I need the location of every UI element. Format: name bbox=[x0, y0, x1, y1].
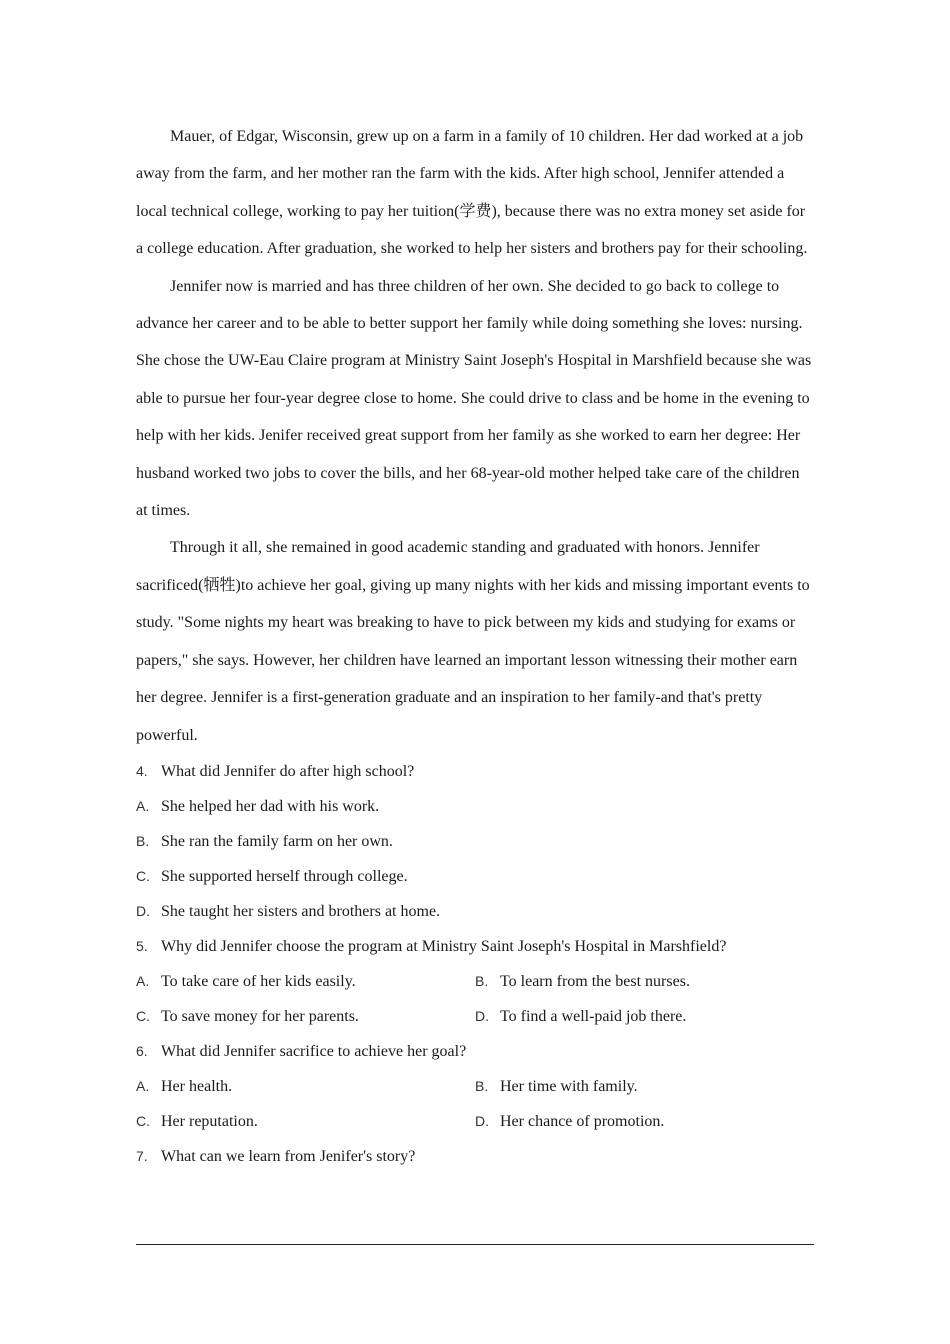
option-row bbox=[136, 824, 814, 859]
question-7 bbox=[136, 1139, 814, 1174]
question-number: 6. bbox=[136, 1042, 148, 1059]
option-letter: D. bbox=[475, 1112, 489, 1129]
option-text: Her chance of promotion. bbox=[500, 1112, 665, 1130]
question-text: What did Jennifer sacrifice to achieve her goal? bbox=[161, 1042, 467, 1060]
option-letter: B. bbox=[475, 972, 489, 989]
option-row bbox=[136, 894, 814, 929]
option-text: To take care of her kids easily. bbox=[161, 972, 356, 990]
option bbox=[136, 964, 475, 999]
option-letter: A. bbox=[136, 1077, 150, 1094]
option bbox=[136, 1104, 475, 1139]
question-number: 7. bbox=[136, 1147, 148, 1164]
option-text: Her time with family. bbox=[500, 1077, 638, 1095]
option-text: She taught her sisters and brothers at home. bbox=[161, 902, 441, 920]
question-number: 5. bbox=[136, 937, 148, 954]
option-letter: B. bbox=[136, 832, 150, 849]
option-pair bbox=[136, 964, 814, 999]
question-5 bbox=[136, 929, 814, 964]
option-text: She helped her dad with his work. bbox=[161, 797, 380, 815]
option-text: To learn from the best nurses. bbox=[500, 972, 690, 990]
option-letter: C. bbox=[136, 867, 150, 884]
option bbox=[475, 1104, 814, 1139]
option-letter: C. bbox=[136, 1007, 150, 1024]
option-text: To find a well-paid job there. bbox=[500, 1007, 687, 1025]
option bbox=[475, 964, 814, 999]
option-pair bbox=[136, 1104, 814, 1139]
question-6 bbox=[136, 1034, 814, 1069]
footer-divider bbox=[136, 1244, 814, 1245]
option-letter: D. bbox=[475, 1007, 489, 1024]
option-text: Her reputation. bbox=[161, 1112, 258, 1130]
question-4 bbox=[136, 754, 814, 789]
option-pair bbox=[136, 999, 814, 1034]
option-text: To save money for her parents. bbox=[161, 1007, 359, 1025]
question-text: What did Jennifer do after high school? bbox=[161, 762, 415, 780]
option bbox=[475, 999, 814, 1034]
passage-paragraph-2: Jennifer now is married and has three children of her own. She decided to go back to college to advance her career and to be able to better support her family while doing something she loves: nursing. She chose the UW-Eau Claire program at Ministry Saint Joseph's Hospital in Marshfield because she was able to pursue her four-year degree close to home. She could drive to class and be home in the evening to help with her kids. Jenifer received great support from her family as she worked to earn her degree: Her husband worked two jobs to cover the bills, and her 68-year-old mother helped take care of the children at times. bbox=[136, 277, 812, 520]
option-text: She supported herself through college. bbox=[161, 867, 408, 885]
option bbox=[475, 1069, 814, 1104]
question-number: 4. bbox=[136, 762, 148, 779]
option-letter: D. bbox=[136, 902, 150, 919]
option bbox=[136, 999, 475, 1034]
option-letter: C. bbox=[136, 1112, 150, 1129]
option-pair bbox=[136, 1069, 814, 1104]
option-row bbox=[136, 859, 814, 894]
option bbox=[136, 1069, 475, 1104]
question-text: What can we learn from Jenifer's story? bbox=[161, 1147, 416, 1165]
option-letter: B. bbox=[475, 1077, 489, 1094]
page-content bbox=[136, 118, 814, 1174]
option-letter: A. bbox=[136, 797, 150, 814]
option-letter: A. bbox=[136, 972, 150, 989]
option-text: She ran the family farm on her own. bbox=[161, 832, 393, 850]
option-row bbox=[136, 789, 814, 824]
question-text: Why did Jennifer choose the program at Ministry Saint Joseph's Hospital in Marshfield? bbox=[161, 937, 727, 955]
option-text: Her health. bbox=[161, 1077, 233, 1095]
passage-paragraph-1: Mauer, of Edgar, Wisconsin, grew up on a farm in a family of 10 children. Her dad worked at a job away from the farm, and her mother ran the farm with the kids. After high school, Jennifer attended a local technical college, working to pay her tuition(学费), because there was no extra money set aside for a college education. After graduation, she worked to help her sisters and brothers pay for their schooling. bbox=[136, 128, 808, 258]
passage-paragraph-3: Through it all, she remained in good academic standing and graduated with honors. Jennifer sacrificed(牺牲)to achieve her goal, giving up many nights with her kids and missing important events to study. "Some nights my heart was breaking to have to pick between my kids and studying for exams or papers," she says. However, her children have learned an important lesson witnessing their mother earn her degree. Jennifer is a first-generation graduate and an inspiration to her family-and that's pretty powerful. bbox=[136, 539, 810, 744]
